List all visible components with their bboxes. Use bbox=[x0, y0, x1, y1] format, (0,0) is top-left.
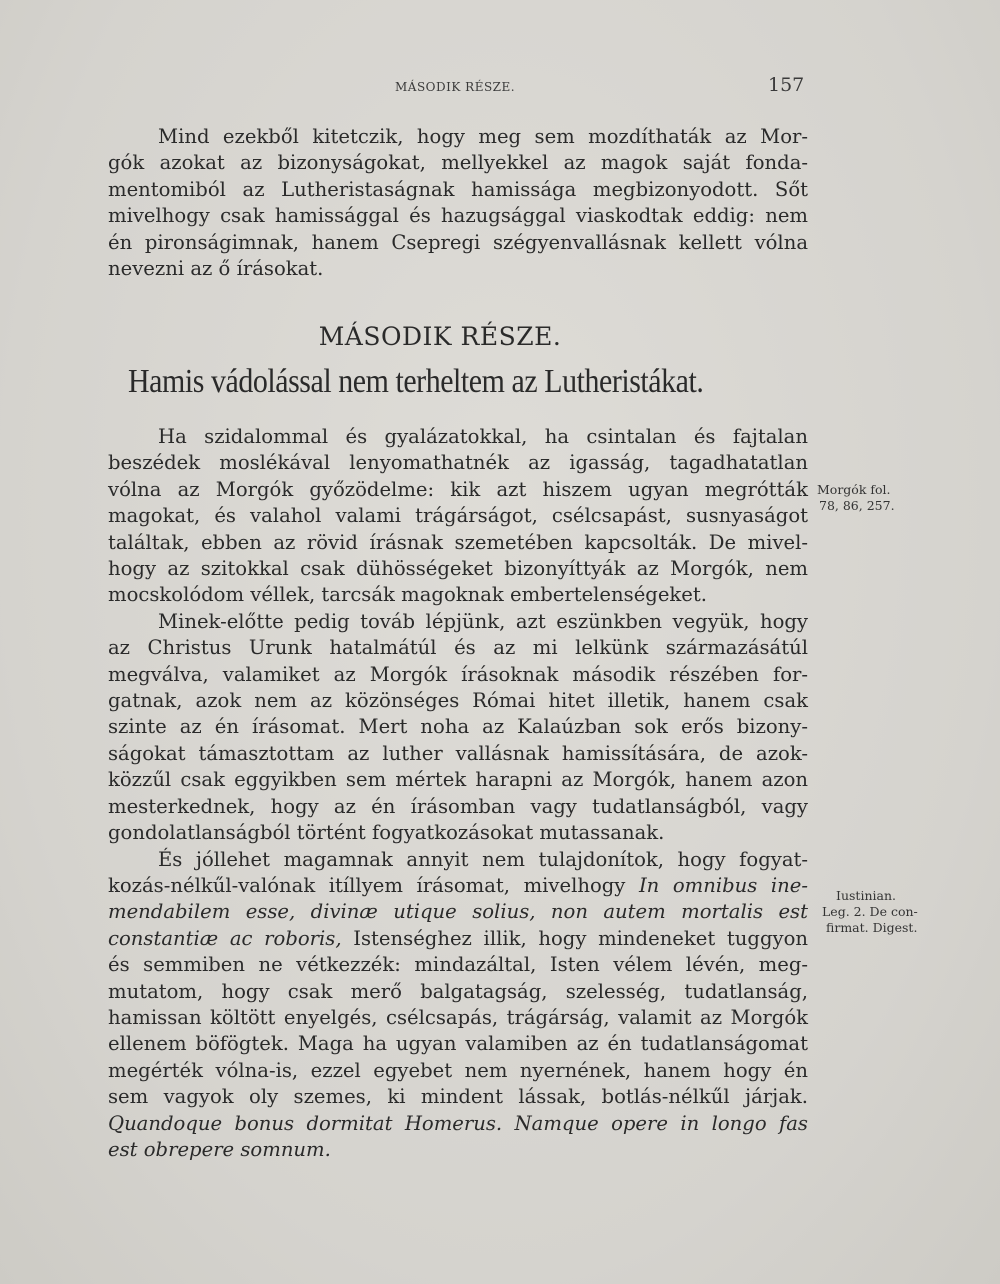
section-subtitle: Hamis vádolással nem terheltem az Lutheristákat. bbox=[128, 363, 704, 400]
text-run: beszédek moslékával lenyomathatnék az igasság, tagadhatatlan bbox=[108, 451, 808, 475]
text-line: mentomiból az Lutheristaságnak hamissága megbizonyodott. Sőt bbox=[108, 177, 808, 201]
text-line: Mind ezekből kitetczik, hogy meg sem mozdíthaták az Mor- bbox=[158, 125, 808, 148]
text-line bbox=[108, 424, 808, 450]
text-line bbox=[108, 820, 808, 846]
margin-note-line: Iustinian. bbox=[836, 888, 896, 903]
margin-note-morgok bbox=[817, 482, 917, 514]
text-line: gók azokat az bizonyságokat, mellyekkel az magok saját fonda- bbox=[108, 151, 808, 175]
text-line bbox=[108, 952, 808, 978]
text-run: Istenséghez illik, hogy mindeneket tuggyon bbox=[341, 926, 808, 950]
text-run: vólna az Morgók győzödelme: kik azt hiszem ugyan megrótták bbox=[108, 477, 808, 501]
text-run: És jóllehet magamnak annyit nem tulajdonítok, hogy fogyat- bbox=[158, 847, 808, 871]
text-run: Ha szidalommal és gyalázatokkal, ha csintalan és fajtalan bbox=[158, 425, 808, 448]
text-line bbox=[108, 635, 808, 661]
text-line bbox=[108, 1084, 808, 1110]
text-line bbox=[108, 450, 808, 476]
intro-paragraph bbox=[108, 124, 808, 282]
margin-note-line: Morgók fol. bbox=[817, 482, 891, 497]
text-run: ságokat támasztottam az luther vallásnak hamissítására, de azok- bbox=[108, 741, 808, 765]
text-line bbox=[108, 899, 808, 925]
margin-note-line: Leg. 2. De con- bbox=[822, 904, 918, 919]
text-run: ellenem böfögtek. Maga ha ugyan valamiben az én tudatlanságomat bbox=[108, 1032, 808, 1056]
text-line bbox=[108, 741, 808, 767]
running-head: MÁSODIK RÉSZE. bbox=[395, 80, 516, 94]
margin-note-line: 78, 86, 257. bbox=[819, 498, 895, 513]
text-line bbox=[108, 556, 808, 582]
text-line bbox=[108, 582, 808, 608]
page-number: 157 bbox=[768, 74, 805, 96]
margin-note-line: firmat. Digest. bbox=[826, 920, 918, 935]
italic-latin-text: In omnibus ine- bbox=[638, 873, 808, 897]
text-run: szinte az én írásomat. Mert noha az Kalaúzban sok erős bizony- bbox=[108, 715, 808, 739]
text-line bbox=[108, 688, 808, 714]
text-line bbox=[108, 662, 808, 688]
text-line bbox=[108, 873, 808, 899]
text-run: Minek-előtte pedig továb lépjünk, azt eszünkben vegyük, hogy bbox=[158, 609, 808, 633]
body-text bbox=[108, 424, 808, 1163]
text-run: mesterkednek, hogy az én írásomban vagy tudatlanságból, vagy bbox=[108, 794, 808, 818]
text-run: és semmiben ne vétkezzék: mindazáltal, Isten vélem lévén, meg- bbox=[108, 953, 808, 977]
text-run: megválva, valamiket az Morgók írásoknak második részében for- bbox=[108, 662, 808, 686]
text-run: sem vagyok oly szemes, ki mindent lássak, botlás-nélkűl járjak. bbox=[108, 1085, 808, 1109]
text-run: gatnak, azok nem az közönséges Római hitet illetik, hanem csak bbox=[108, 689, 808, 713]
text-line bbox=[108, 530, 808, 556]
text-line bbox=[108, 477, 808, 503]
section-title-text: MÁSODIK RÉSZE. bbox=[318, 322, 562, 351]
text-line bbox=[108, 1031, 808, 1057]
text-run: hamissan költött enyelgés, csélcsapás, trágárság, valamit az Morgók bbox=[108, 1005, 808, 1029]
text-run: megérték vólna-is, ezzel egyebet nem nyernének, hanem hogy én bbox=[108, 1058, 808, 1082]
text-line: én pironságimnak, hanem Csepregi szégyenvallásnak kellett vólna bbox=[108, 230, 808, 254]
text-line bbox=[108, 1005, 808, 1031]
text-line bbox=[108, 714, 808, 740]
italic-latin-text: mendabilem esse, divinæ utique solius, non autem mortalis est bbox=[108, 900, 808, 924]
text-line bbox=[108, 1058, 808, 1084]
italic-latin-text: est obrepere somnum. bbox=[108, 1137, 331, 1161]
text-run: az Christus Urunk hatalmátúl és az mi lelkünk származásátúl bbox=[108, 636, 808, 660]
text-line: mivelhogy csak hamissággal és hazugsággal viaskodtak eddig: nem bbox=[108, 204, 808, 228]
text-run: mocskolódom véllek, tarcsák magoknak embertelenségeket. bbox=[108, 583, 708, 607]
text-line bbox=[108, 847, 808, 873]
text-run: mutatom, hogy csak merő balgatagság, szelesség, tudatlanság, bbox=[108, 979, 808, 1003]
text-run: magokat, és valahol valami trágárságot, csélcsapást, susnyaságot bbox=[108, 504, 808, 528]
text-line bbox=[108, 979, 808, 1005]
text-line: nevezni az ő írásokat. bbox=[108, 257, 324, 281]
text-line bbox=[108, 767, 808, 793]
text-line bbox=[108, 1111, 808, 1137]
text-line bbox=[108, 926, 808, 952]
margin-note-iustinian bbox=[822, 888, 922, 936]
text-line bbox=[108, 609, 808, 635]
italic-latin-text: Quandoque bonus dormitat Homerus. Namque opere in longo fas bbox=[108, 1111, 808, 1135]
text-run: gondolatlanságból történt fogyatkozásokat mutassanak. bbox=[108, 821, 665, 845]
text-run: találtak, ebben az rövid írásnak szemetében kapcsolták. De mivel- bbox=[108, 530, 808, 554]
text-line bbox=[108, 503, 808, 529]
text-run: kozás-nélkűl-valónak itíllyem írásomat, mivelhogy bbox=[108, 873, 639, 897]
text-run: hogy az szitokkal csak dühösségeket bizonyíttyák az Morgók, nem bbox=[108, 557, 808, 581]
section-title bbox=[0, 322, 1000, 351]
text-line bbox=[108, 1137, 808, 1163]
text-run: közzűl csak eggyikben sem mértek harapni az Morgók, hanem azon bbox=[108, 768, 808, 792]
italic-latin-text: constantiæ ac roboris, bbox=[108, 926, 342, 950]
text-line bbox=[108, 794, 808, 820]
